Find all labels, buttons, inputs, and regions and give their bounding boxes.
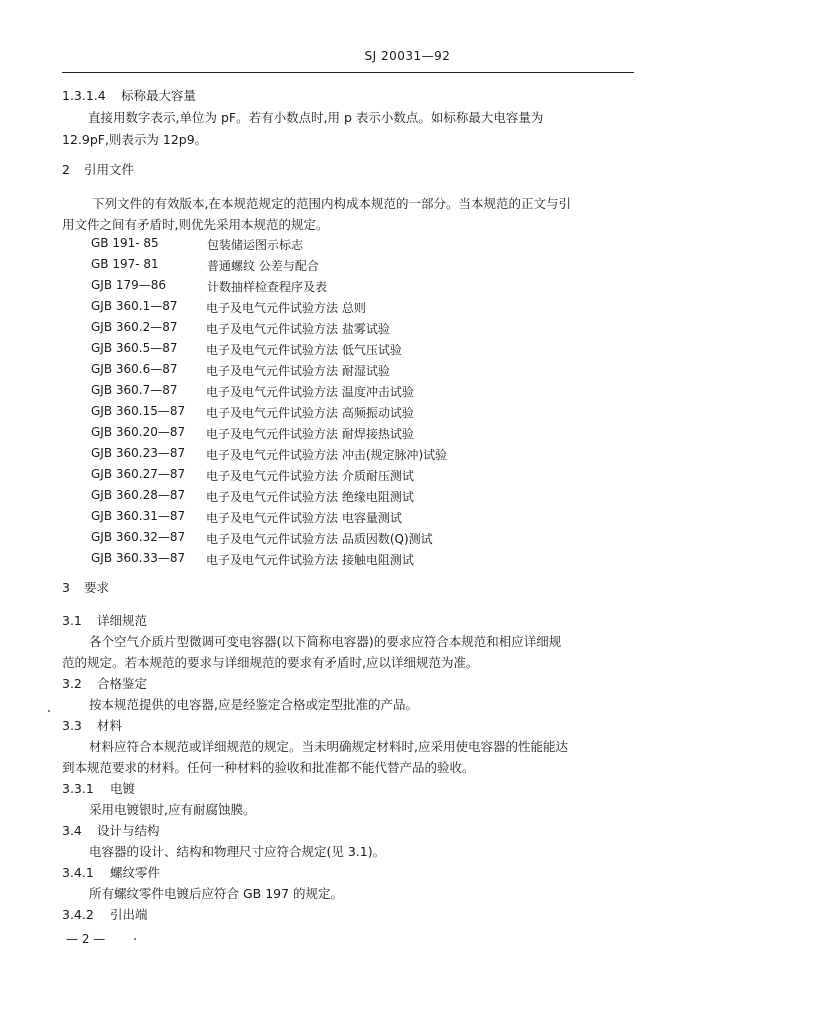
standard-code-header: SJ 20031—92 bbox=[364, 49, 451, 63]
section-3-2-para-line1: 按本规范提供的电容器,应是经鉴定合格或定型批准的产品。 bbox=[89, 697, 418, 712]
reference-title: 电子及电气元件试验方法 温度冲击试验 bbox=[206, 385, 414, 399]
reference-code: GJB 360.2—87 bbox=[91, 320, 178, 334]
section-3-4-1-number: 3.4.1 bbox=[62, 865, 94, 880]
reference-title: 电子及电气元件试验方法 耐湿试验 bbox=[206, 364, 390, 378]
reference-code: GJB 360.15—87 bbox=[91, 404, 186, 418]
section-3-3-para-line2: 到本规范要求的材料。任何一种材料的验收和批准都不能代替产品的验收。 bbox=[62, 760, 475, 775]
section-2-title: 引用文件 bbox=[84, 162, 135, 177]
reference-code: GJB 360.1—87 bbox=[91, 299, 178, 313]
scan-speck bbox=[134, 938, 136, 940]
reference-title: 电子及电气元件试验方法 介质耐压测试 bbox=[206, 469, 414, 483]
reference-title: 计数抽样检查程序及表 bbox=[207, 280, 328, 294]
reference-code: GJB 360.23—87 bbox=[91, 446, 186, 460]
section-1-3-1-4-para-line1: 直接用数字表示,单位为 pF。若有小数点时,用 p 表示小数点。如标称最大电容量为 bbox=[88, 110, 544, 125]
section-3-3-para-line1: 材料应符合本规范或详细规范的规定。当未明确规定材料时,应采用使电容器的性能能达 bbox=[89, 739, 568, 754]
section-3-4-title: 设计与结构 bbox=[97, 823, 160, 838]
reference-title: 电子及电气元件试验方法 接触电阻测试 bbox=[206, 553, 414, 567]
scan-speck bbox=[48, 710, 50, 712]
section-2-para-line2: 用文件之间有矛盾时,则优先采用本规范的规定。 bbox=[62, 217, 329, 232]
section-3-4-1-title: 螺纹零件 bbox=[110, 865, 161, 880]
section-3-4-para-line1: 电容器的设计、结构和物理尺寸应符合规定(见 3.1)。 bbox=[89, 844, 386, 859]
reference-title: 电子及电气元件试验方法 耐焊接热试验 bbox=[206, 427, 414, 441]
section-1-3-1-4-number: 1.3.1.4 bbox=[62, 88, 106, 103]
section-3-title: 要求 bbox=[84, 580, 110, 595]
reference-code: GJB 360.32—87 bbox=[91, 530, 186, 544]
reference-title: 电子及电气元件试验方法 冲击(规定脉冲)试验 bbox=[206, 448, 448, 462]
section-3-2-number: 3.2 bbox=[62, 676, 82, 691]
reference-title: 电子及电气元件试验方法 低气压试验 bbox=[206, 343, 402, 357]
reference-title: 普通螺纹 公差与配合 bbox=[207, 259, 319, 273]
reference-title: 电子及电气元件试验方法 高频振动试验 bbox=[206, 406, 414, 420]
reference-code: GJB 360.27—87 bbox=[91, 467, 186, 481]
section-3-3-1-para-line1: 采用电镀银时,应有耐腐蚀膜。 bbox=[89, 802, 256, 817]
reference-code: GJB 360.20—87 bbox=[91, 425, 186, 439]
section-3-3-1-title: 电镀 bbox=[110, 781, 136, 796]
section-3-4-number: 3.4 bbox=[62, 823, 82, 838]
header-rule bbox=[62, 72, 634, 73]
section-3-3-number: 3.3 bbox=[62, 718, 82, 733]
page-number-footer: — 2 — bbox=[66, 932, 106, 946]
reference-title: 电子及电气元件试验方法 绝缘电阻测试 bbox=[206, 490, 414, 504]
section-3-number: 3 bbox=[62, 580, 70, 595]
reference-title: 电子及电气元件试验方法 品质因数(Q)测试 bbox=[206, 532, 433, 546]
section-3-3-1-number: 3.3.1 bbox=[62, 781, 94, 796]
section-2-para-line1: 下列文件的有效版本,在本规范规定的范围内构成本规范的一部分。当本规范的正文与引 bbox=[92, 196, 571, 211]
reference-code: GB 197- 81 bbox=[91, 257, 159, 271]
reference-title: 包装储运图示标志 bbox=[207, 238, 304, 252]
section-3-4-2-number: 3.4.2 bbox=[62, 907, 94, 922]
reference-code: GJB 179—86 bbox=[91, 278, 167, 292]
reference-code: GB 191- 85 bbox=[91, 236, 159, 250]
section-3-1-number: 3.1 bbox=[62, 613, 82, 628]
reference-title: 电子及电气元件试验方法 总则 bbox=[206, 301, 366, 315]
reference-code: GJB 360.6—87 bbox=[91, 362, 178, 376]
section-2-number: 2 bbox=[62, 162, 70, 177]
reference-title: 电子及电气元件试验方法 盐雾试验 bbox=[206, 322, 390, 336]
section-1-3-1-4-title: 标称最大容量 bbox=[121, 88, 197, 103]
reference-code: GJB 360.28—87 bbox=[91, 488, 186, 502]
reference-code: GJB 360.33—87 bbox=[91, 551, 186, 565]
section-3-4-1-para-line1: 所有螺纹零件电镀后应符合 GB 197 的规定。 bbox=[89, 886, 344, 901]
section-3-1-para-line1: 各个空气介质片型微调可变电容器(以下简称电容器)的要求应符合本规范和相应详细规 bbox=[89, 634, 562, 649]
section-3-3-title: 材料 bbox=[97, 718, 123, 733]
section-3-2-title: 合格鉴定 bbox=[97, 676, 148, 691]
reference-title: 电子及电气元件试验方法 电容量测试 bbox=[206, 511, 402, 525]
reference-code: GJB 360.5—87 bbox=[91, 341, 178, 355]
section-3-4-2-title: 引出端 bbox=[110, 907, 148, 922]
section-1-3-1-4-para-line2: 12.9pF,则表示为 12p9。 bbox=[62, 132, 208, 147]
reference-code: GJB 360.7—87 bbox=[91, 383, 178, 397]
reference-code: GJB 360.31—87 bbox=[91, 509, 186, 523]
section-3-1-para-line2: 范的规定。若本规范的要求与详细规范的要求有矛盾时,应以详细规范为准。 bbox=[62, 655, 479, 670]
section-3-1-title: 详细规范 bbox=[97, 613, 148, 628]
